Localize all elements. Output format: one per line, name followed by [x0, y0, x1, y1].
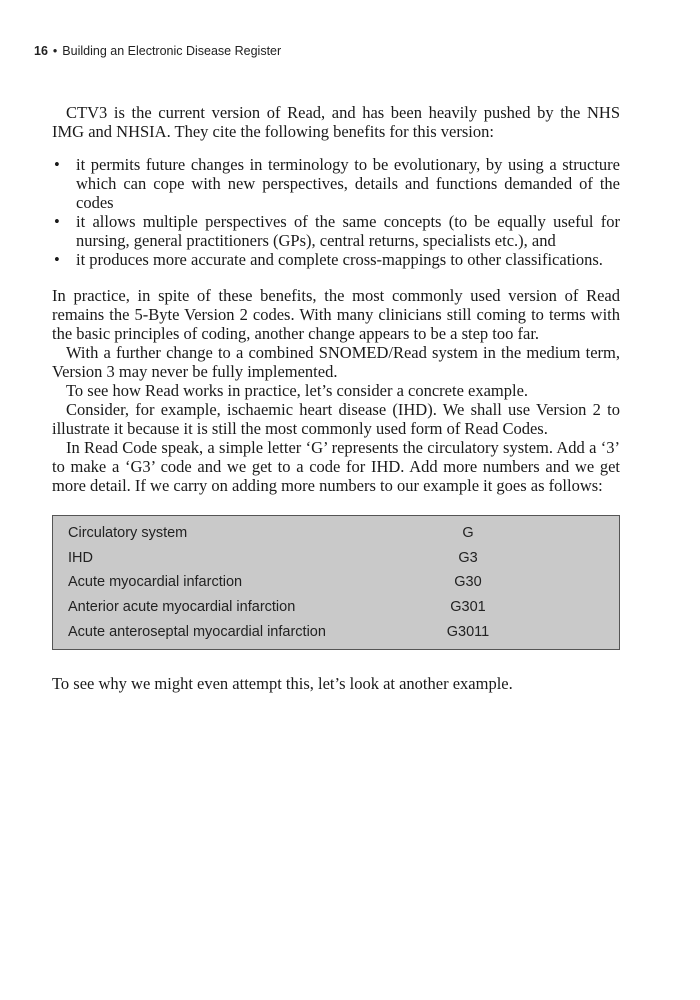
list-item-text: it produces more accurate and complete cross-mappings to other classifications. — [76, 250, 603, 269]
closing-paragraph: To see why we might even attempt this, let’s look at another example. — [52, 673, 513, 693]
term-cell: Acute myocardial infarction — [68, 574, 243, 591]
intro-paragraph: CTV3 is the current version of Read, and has been heavily pushed by the NHS IMG and NHSIA. They cite the following benefits for this version: — [52, 103, 620, 141]
table-row — [53, 571, 619, 596]
bullet-marker: • — [54, 155, 60, 174]
list-item-text: it allows multiple perspectives of the same concepts (to be equally useful for nursing, general practitioners (GPs), central returns, specialists etc.), and — [76, 212, 620, 250]
page-body — [52, 103, 620, 693]
body-paragraph: With a further change to a combined SNOMED/Read system in the medium term, Version 3 may never be fully implemented. — [52, 343, 620, 381]
code-cell: G30 — [454, 574, 482, 591]
bullet-marker: • — [54, 212, 60, 231]
benefits-list — [52, 155, 620, 269]
code-cell: G3011 — [446, 624, 490, 641]
table-row — [53, 595, 619, 620]
page-number: 16 — [34, 44, 48, 58]
list-item-text: it permits future changes in terminology to be evolutionary, by using a structure which can cope with new perspectives, details and functions demanded of the codes — [76, 155, 620, 212]
code-cell: G — [462, 524, 474, 541]
header-separator: • — [52, 44, 58, 58]
read-code-table — [52, 515, 620, 650]
term-cell: IHD — [68, 549, 93, 566]
term-cell: Circulatory system — [68, 524, 188, 541]
code-cell: G301 — [450, 599, 486, 616]
running-header — [34, 44, 281, 58]
body-paragraph: Consider, for example, ischaemic heart disease (IHD). We shall use Version 2 to illustrate it because it is still the most commonly used form of Read Codes. — [52, 400, 620, 438]
table-row — [53, 546, 619, 571]
table-row — [53, 521, 619, 546]
body-paragraph: To see how Read works in practice, let’s consider a concrete example. — [66, 381, 529, 400]
code-cell: G3 — [458, 549, 478, 566]
body-paragraph: In Read Code speak, a simple letter ‘G’ represents the circulatory system. Add a ‘3’ to make a ‘G3’ code and we get to a code for IHD. Add more numbers and we get more detail. If we carry on adding more numbers to our example it goes as follows: — [52, 438, 620, 495]
term-cell: Anterior acute myocardial infarction — [68, 599, 296, 616]
list-item — [52, 250, 620, 269]
table-row — [53, 620, 619, 645]
list-item — [52, 212, 620, 250]
term-cell: Acute anteroseptal myocardial infarction — [68, 624, 326, 641]
running-title: Building an Electronic Disease Register — [62, 44, 282, 58]
list-item — [52, 155, 620, 212]
body-paragraph: In practice, in spite of these benefits, the most commonly used version of Read remains the 5-Byte Version 2 codes. With many clinicians still coming to terms with the basic principles of coding, another change appears to be a step too far. — [52, 286, 620, 343]
bullet-marker: • — [54, 250, 60, 269]
